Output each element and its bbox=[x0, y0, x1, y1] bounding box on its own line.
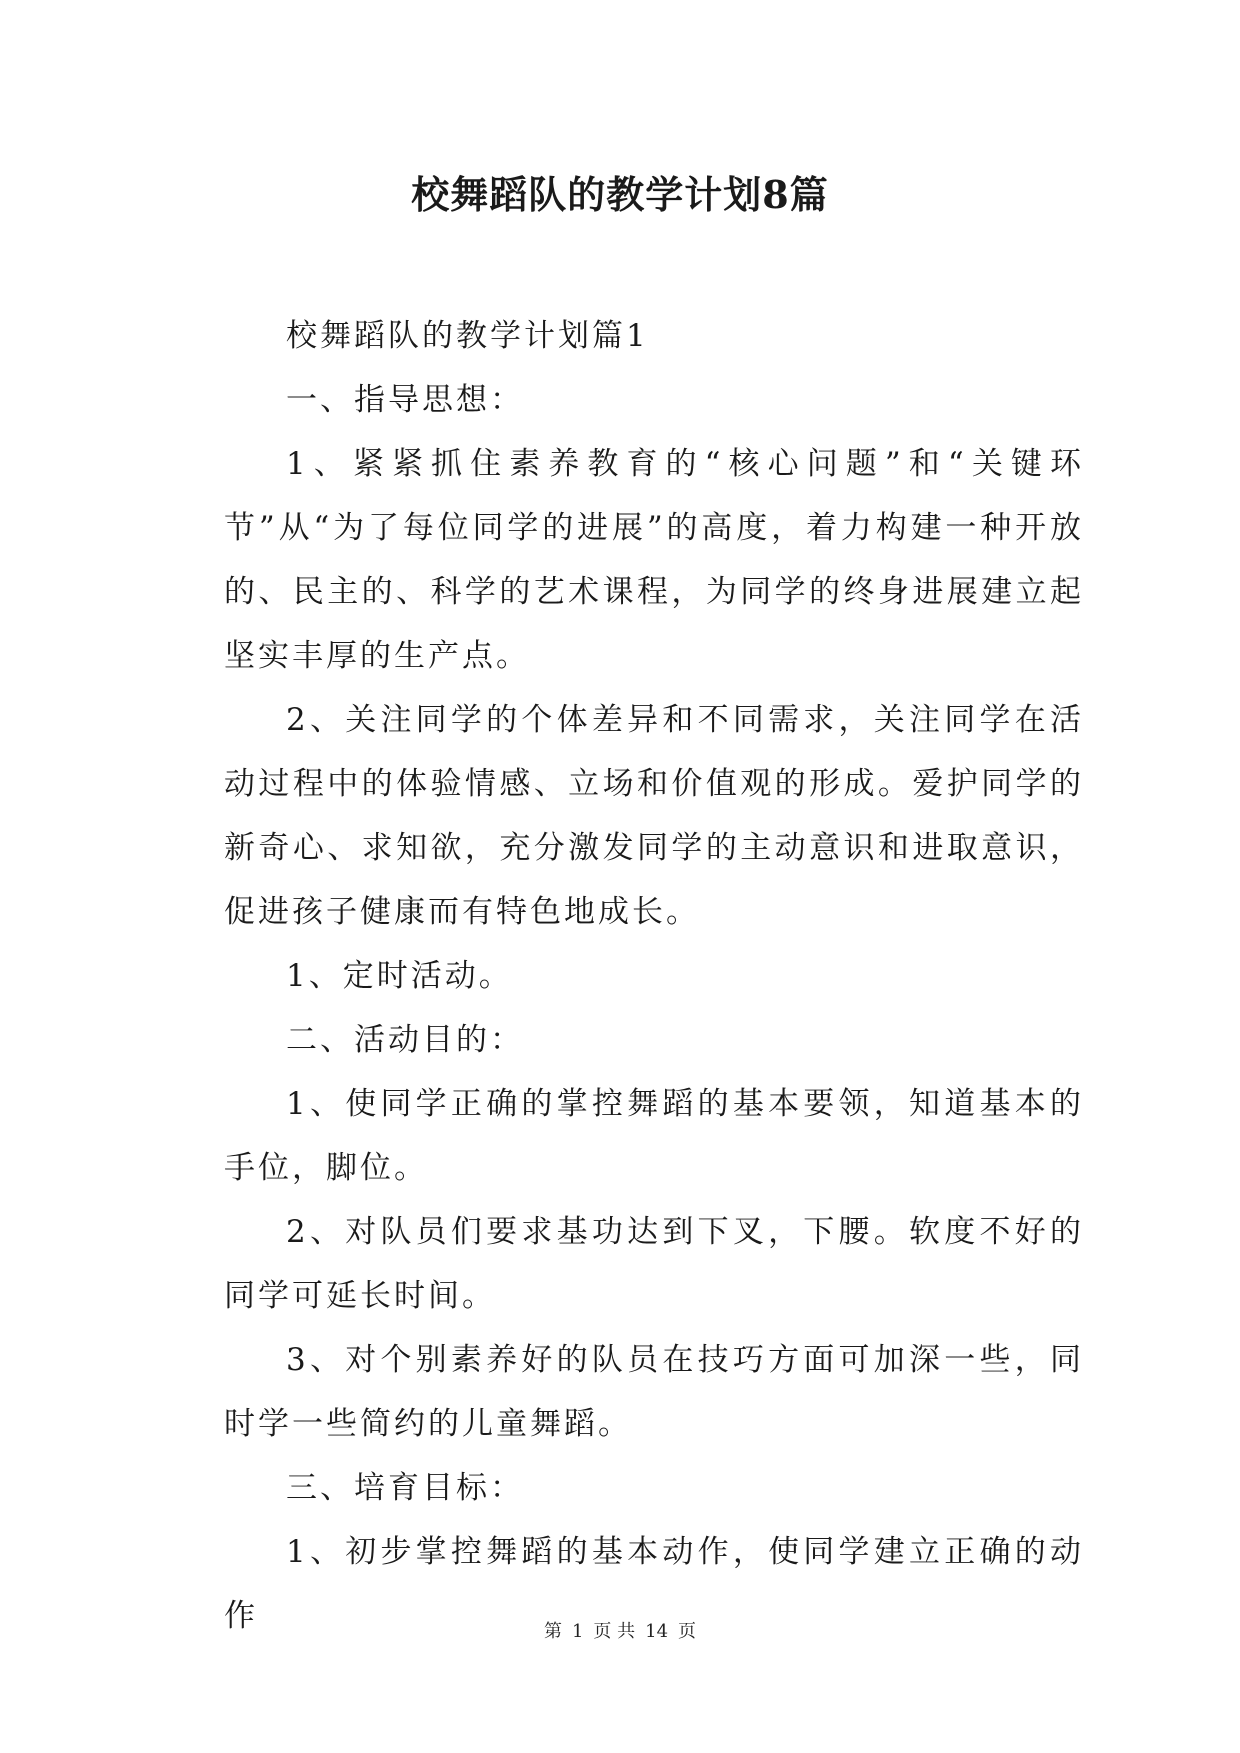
footer-prefix: 第 bbox=[543, 1621, 562, 1642]
paragraph: 1、定时活动。 bbox=[286, 958, 513, 994]
paragraph: 2、对队员们要求基功达到下叉，下腰。软度不好的同学可延长时间。 bbox=[224, 1214, 1084, 1314]
document-title: 校舞蹈队的教学计划8篇 bbox=[411, 172, 829, 217]
paragraph: 1、使同学正确的掌控舞蹈的基本要领，知道基本的手位，脚位。 bbox=[224, 1086, 1084, 1186]
page-footer bbox=[0, 1620, 1240, 1644]
paragraph: 1、紧紧抓住素养教育的“核心问题”和“关键环节”从“为了每位同学的进展”的高度，着力构建一种开放的、民主的、科学的艺术课程，为同学的终身进展建立起坚实丰厚的生产点。 bbox=[224, 446, 1084, 674]
paragraph: 一、指导思想： bbox=[286, 382, 524, 418]
paragraph: 二、活动目的： bbox=[286, 1022, 524, 1058]
footer-total-pages: 14 bbox=[645, 1621, 669, 1642]
paragraph: 2、关注同学的个体差异和不同需求，关注同学在活动过程中的体验情感、立场和价值观的形成。爱护同学的新奇心、求知欲，充分激发同学的主动意识和进取意识，促进孩子健康而有特色地成长。 bbox=[224, 702, 1084, 930]
paragraph: 3、对个别素养好的队员在技巧方面可加深一些，同时学一些简约的儿童舞蹈。 bbox=[224, 1342, 1084, 1442]
section-heading: 校舞蹈队的教学计划篇1 bbox=[286, 318, 649, 354]
footer-page-number: 1 bbox=[571, 1621, 584, 1642]
footer-suffix: 页 bbox=[678, 1621, 697, 1642]
paragraph: 1、初步掌控舞蹈的基本动作，使同学建立正确的动作 bbox=[224, 1534, 1084, 1634]
document-body bbox=[224, 304, 1084, 1648]
footer-mid: 页 共 bbox=[593, 1621, 636, 1642]
paragraph: 三、培育目标： bbox=[286, 1470, 524, 1506]
